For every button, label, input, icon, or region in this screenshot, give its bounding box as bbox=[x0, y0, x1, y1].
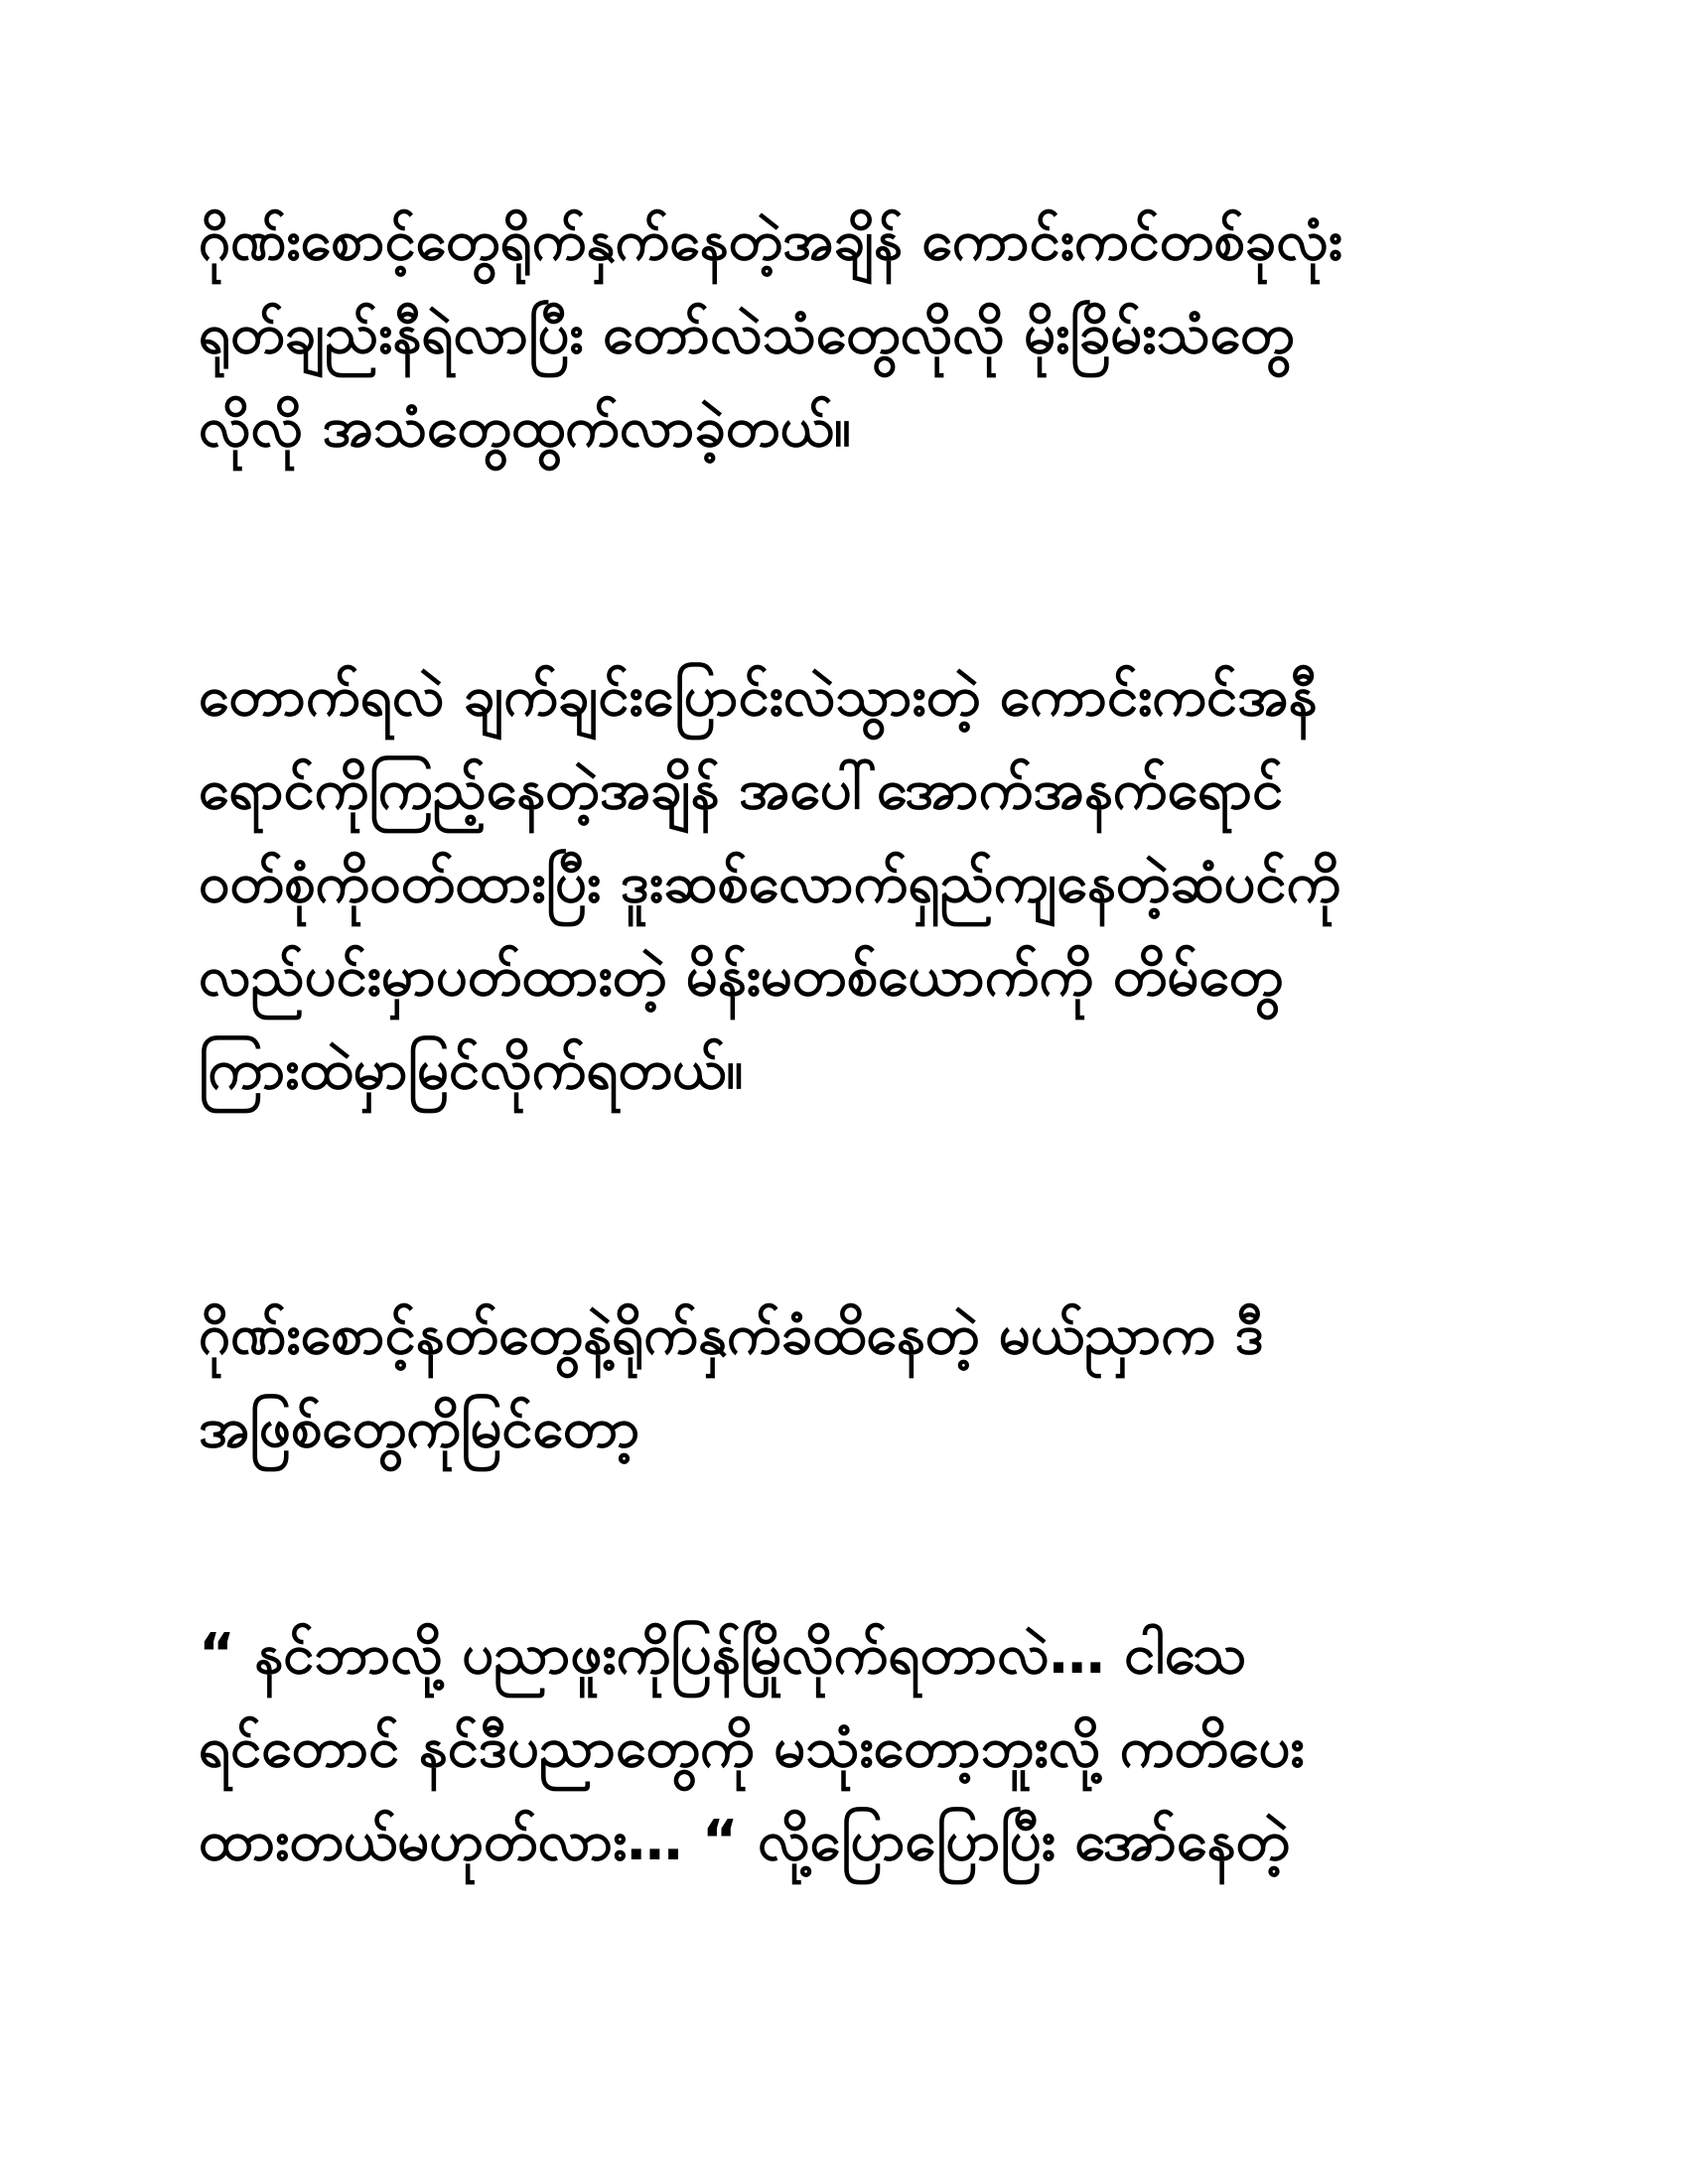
text-line: ရင်တောင် နင်ဒီပညာတွေကို မသုံးတော့ဘူးလို့ ကတိပေး bbox=[199, 1715, 1305, 1780]
text-line: တောက်ရလဲ ချက်ချင်းပြောင်းလဲသွားတဲ့ ကောင်းကင်အနီ bbox=[199, 664, 1318, 729]
paragraph-3 bbox=[199, 1289, 1509, 1475]
text-line: ကြားထဲမှာမြင်လိုက်ရတယ်။ bbox=[199, 1037, 744, 1102]
text-line: လိုလို အသံတွေထွက်လာခဲ့တယ်။ bbox=[199, 395, 851, 460]
text-line: ဂိုဏ်းစောင့်တွေရိုက်နှက်နေတဲ့အချိန် ကောင်းကင်တစ်ခုလုံး bbox=[199, 208, 1343, 273]
text-line: အဖြစ်တွေကိုမြင်တော့ bbox=[199, 1396, 640, 1460]
paragraph-1 bbox=[199, 195, 1509, 475]
paragraph-2 bbox=[199, 650, 1509, 1117]
text-line: ရုတ်ချည်းနီရဲလာပြီး တော်လဲသံတွေလိုလို မိုးခြိမ်းသံတွေ bbox=[199, 302, 1295, 366]
text-line: လည်ပင်းမှာပတ်ထားတဲ့ မိန်းမတစ်ယောက်ကို တိမ်တွေ bbox=[199, 944, 1284, 1009]
paragraph-4 bbox=[199, 1608, 1509, 1888]
text-line: ဂိုဏ်းစောင့်နတ်တွေနဲ့ရိုက်နှက်ခံထိနေတဲ့ မယ်ညှာက ဒီ bbox=[199, 1302, 1264, 1367]
text-line: ထားတယ်မဟုတ်လား… “ လို့ပြောပြောပြီး အော်နေတဲ့ bbox=[199, 1809, 1290, 1873]
text-line: ရောင်ကိုကြည့်နေတဲ့အချိန် အပေါ်အောက်အနက်ရောင် bbox=[199, 757, 1284, 822]
text-line: ဝတ်စုံကိုဝတ်ထားပြီး ဒူးဆစ်လောက်ရှည်ကျနေတဲ့ဆံပင်ကို bbox=[199, 851, 1341, 915]
text-line: “ နင်ဘာလို့ ပညာဖူးကိုပြန်မြိုလိုက်ရတာလဲ… ငါသေ bbox=[199, 1622, 1247, 1687]
